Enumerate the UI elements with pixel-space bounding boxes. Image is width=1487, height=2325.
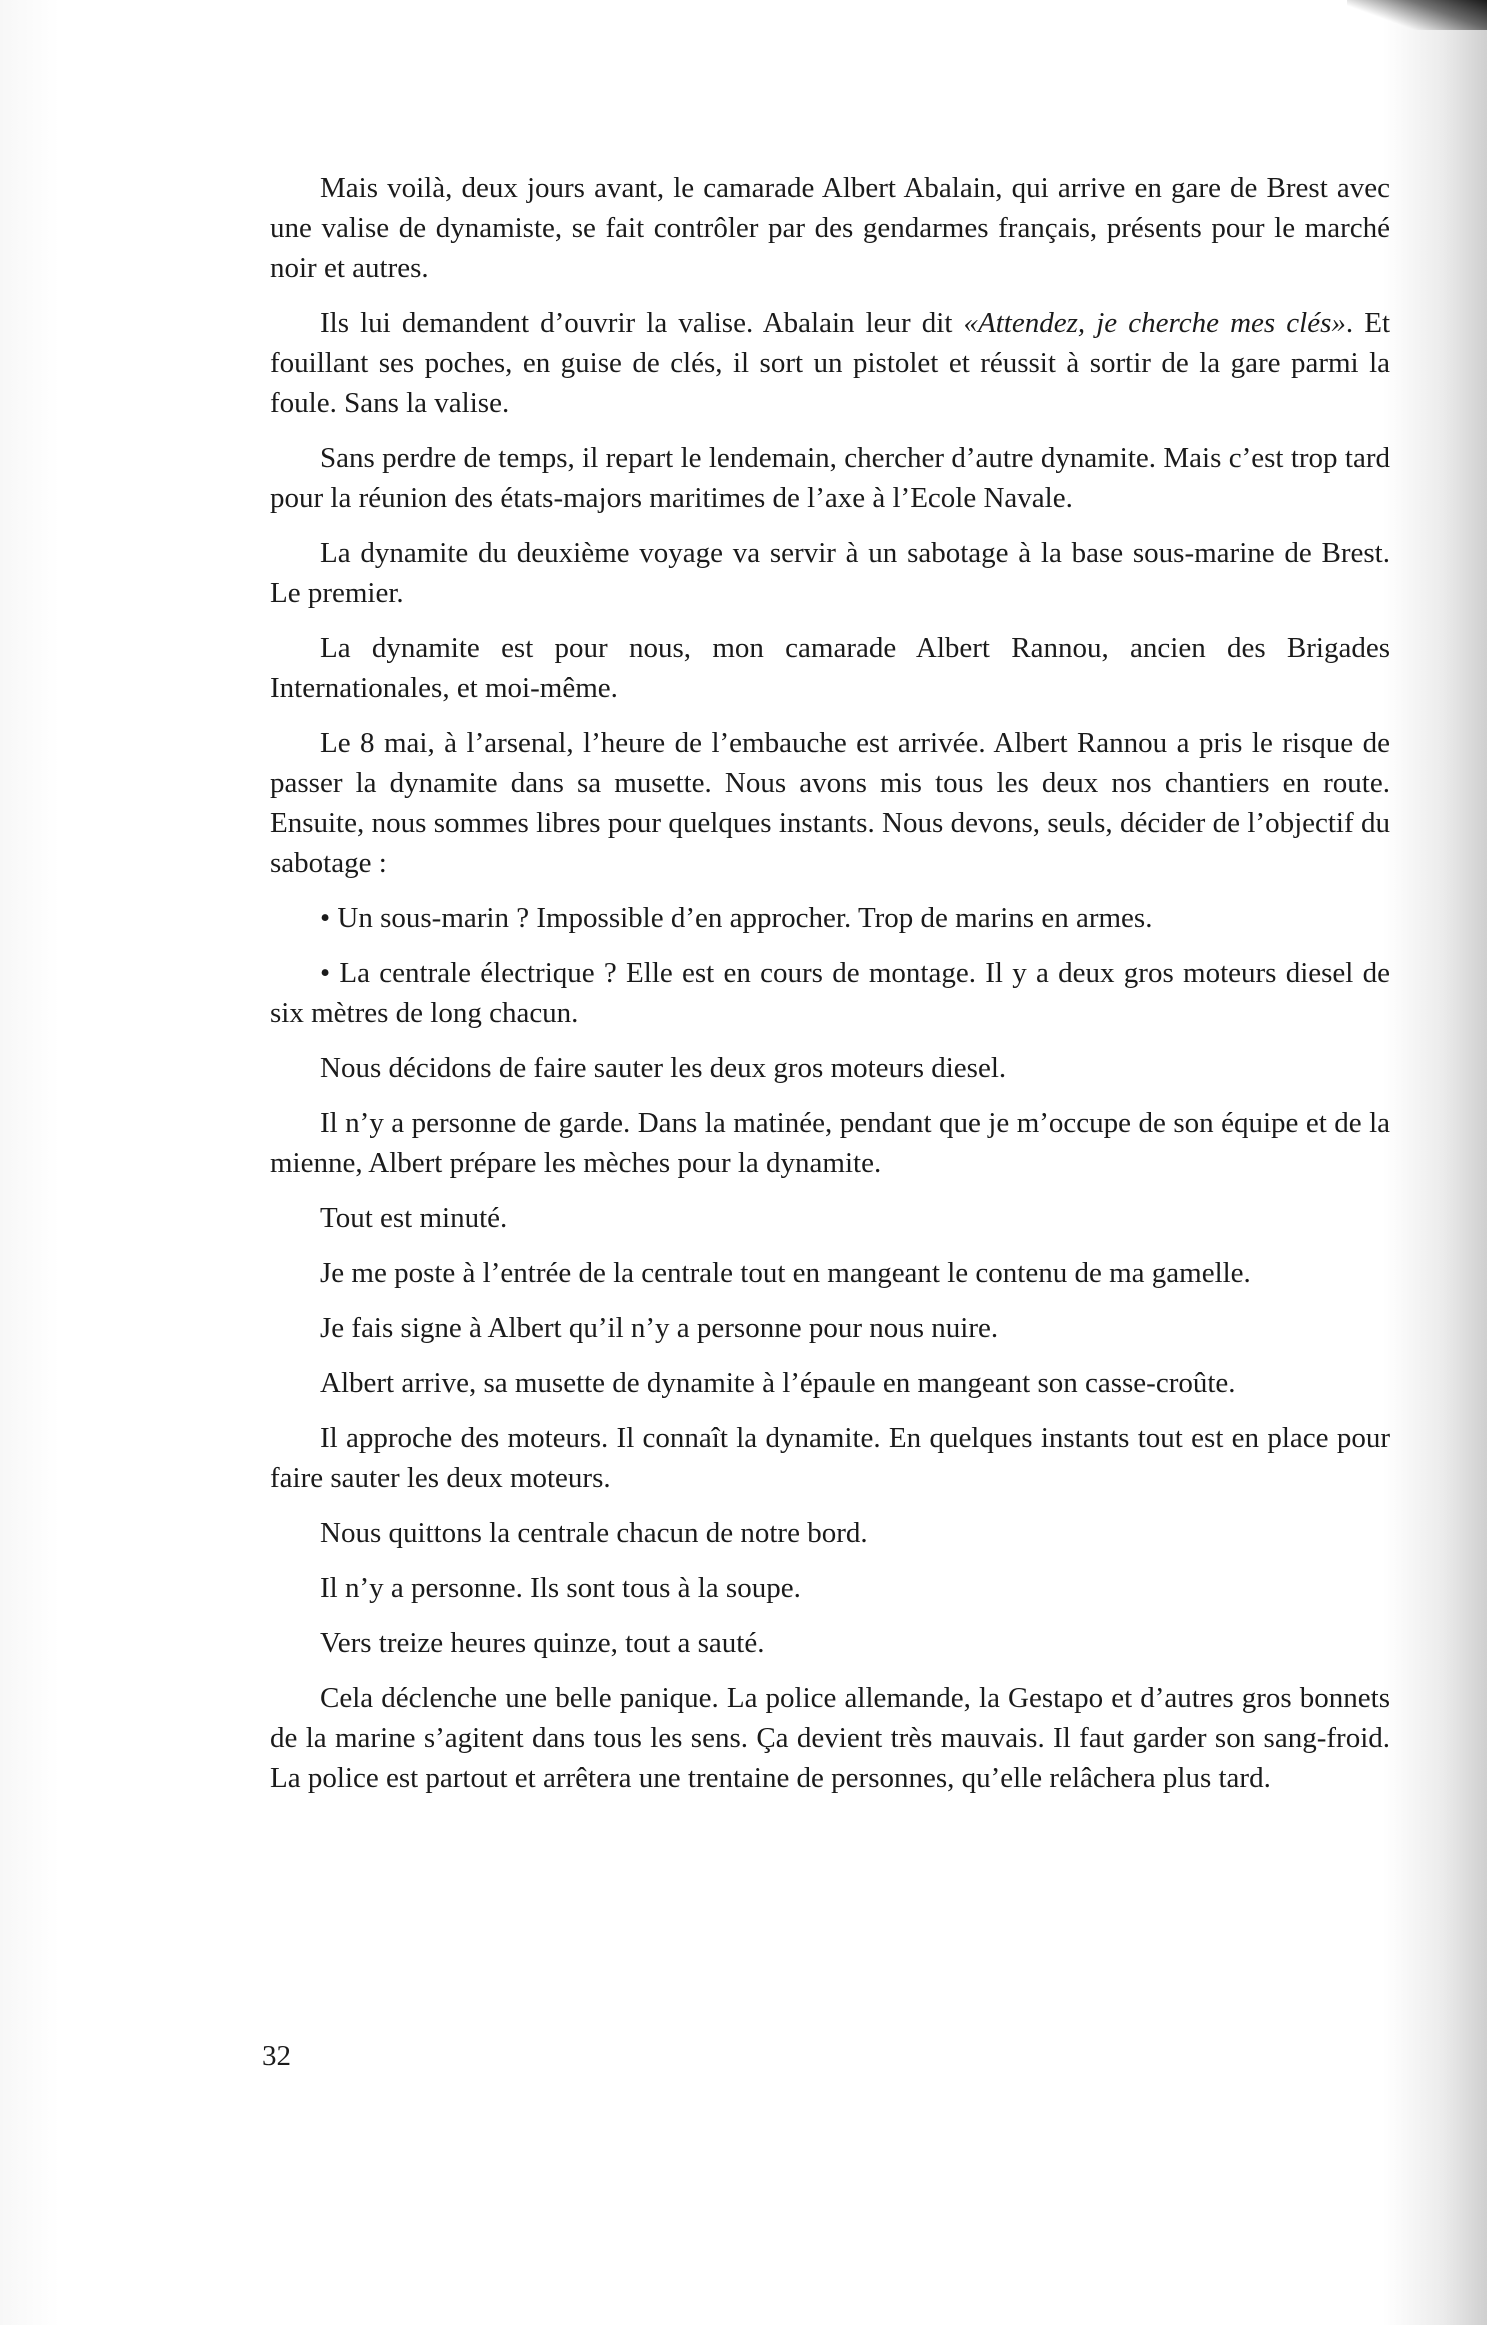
paragraph-11 — [270, 1198, 1390, 1238]
paragraph-text: Il n’y a personne de garde. Dans la matinée, pendant que je m’occupe de son équipe et de la mienne, Albert prépare les mèches pour la dynamite. — [270, 1107, 1390, 1179]
paragraph-text: Tout est minuté. — [320, 1202, 508, 1234]
paragraph-text: Je fais signe à Albert qu’il n’y a personne pour nous nuire. — [320, 1312, 999, 1344]
paragraph-text: • Un sous-marin ? Impossible d’en approcher. Trop de marins en armes. — [320, 902, 1153, 934]
bullet-item-1 — [270, 898, 1390, 938]
paragraph-19 — [270, 1678, 1390, 1798]
paragraph-15 — [270, 1418, 1390, 1498]
paragraph-16 — [270, 1513, 1390, 1553]
paragraph-text: Cela déclenche une belle panique. La police allemande, la Gestapo et d’autres gros bonnets de la marine s’agitent dans tous les sens. Ça devient très mauvais. Il faut garder son sang-froid. La police est partout et arrêtera une trentaine de personnes, qu’elle relâchera plus tard. — [270, 1682, 1390, 1794]
paragraph-text: La dynamite du deuxième voyage va servir à un sabotage à la base sous-marine de Brest. Le premier. — [270, 537, 1390, 609]
paragraph-1 — [270, 168, 1390, 288]
paragraph-text: Albert arrive, sa musette de dynamite à l’épaule en mangeant son casse-croûte. — [320, 1367, 1236, 1399]
paragraph-18 — [270, 1623, 1390, 1663]
paragraph-9 — [270, 1048, 1390, 1088]
paragraph-text: Mais voilà, deux jours avant, le camarade Albert Abalain, qui arrive en gare de Brest avec une valise de dynamiste, se fait contrôler par des gendarmes français, présents pour le marché noir et autres. — [270, 172, 1390, 284]
paragraph-3 — [270, 438, 1390, 518]
paragraph-10 — [270, 1103, 1390, 1183]
paragraph-4 — [270, 533, 1390, 613]
paragraph-text: Ils lui demandent d’ouvrir la valise. Abalain leur dit — [320, 307, 964, 339]
paragraph-italic-quote: «Attendez, je cherche mes clés» — [963, 307, 1346, 339]
paragraph-17 — [270, 1568, 1390, 1608]
paragraph-text: Nous décidons de faire sauter les deux gros moteurs diesel. — [320, 1052, 1007, 1084]
bullet-item-2 — [270, 953, 1390, 1033]
paragraph-text: Nous quittons la centrale chacun de notre bord. — [320, 1517, 868, 1549]
paragraph-14 — [270, 1363, 1390, 1403]
body-text — [270, 168, 1390, 1813]
paragraph-6 — [270, 723, 1390, 883]
paragraph-text-continued: . Et fouillant ses poches, en guise de clés, il sort un pistolet et réussit à sortir de la gare parmi la foule. Sans la valise. — [270, 307, 1390, 419]
paragraph-text: Je me poste à l’entrée de la centrale tout en mangeant le contenu de ma gamelle. — [320, 1257, 1251, 1289]
page-number: 32 — [262, 2040, 291, 2072]
paragraph-text: Il approche des moteurs. Il connaît la dynamite. En quelques instants tout est en place pour faire sauter les deux moteurs. — [270, 1422, 1390, 1494]
paragraph-text: • La centrale électrique ? Elle est en cours de montage. Il y a deux gros moteurs diesel de six mètres de long chacun. — [270, 957, 1390, 1029]
paragraph-text: Vers treize heures quinze, tout a sauté. — [320, 1627, 765, 1659]
paragraph-13 — [270, 1308, 1390, 1348]
paragraph-text: Sans perdre de temps, il repart le lendemain, chercher d’autre dynamite. Mais c’est trop tard pour la réunion des états-majors maritimes de l’axe à l’Ecole Navale. — [270, 442, 1390, 514]
paragraph-2 — [270, 303, 1390, 423]
paragraph-text: Il n’y a personne. Ils sont tous à la soupe. — [320, 1572, 801, 1604]
paragraph-text: Le 8 mai, à l’arsenal, l’heure de l’embauche est arrivée. Albert Rannou a pris le risque de passer la dynamite dans sa musette. Nous avons mis tous les deux nos chantiers en route. Ensuite, nous sommes libres pour quelques instants. Nous devons, seuls, décider de l’objectif du sabotage : — [270, 727, 1390, 879]
paragraph-text: La dynamite est pour nous, mon camarade Albert Rannou, ancien des Brigades Internationales, et moi-même. — [270, 632, 1390, 704]
paragraph-5 — [270, 628, 1390, 708]
paragraph-12 — [270, 1253, 1390, 1293]
